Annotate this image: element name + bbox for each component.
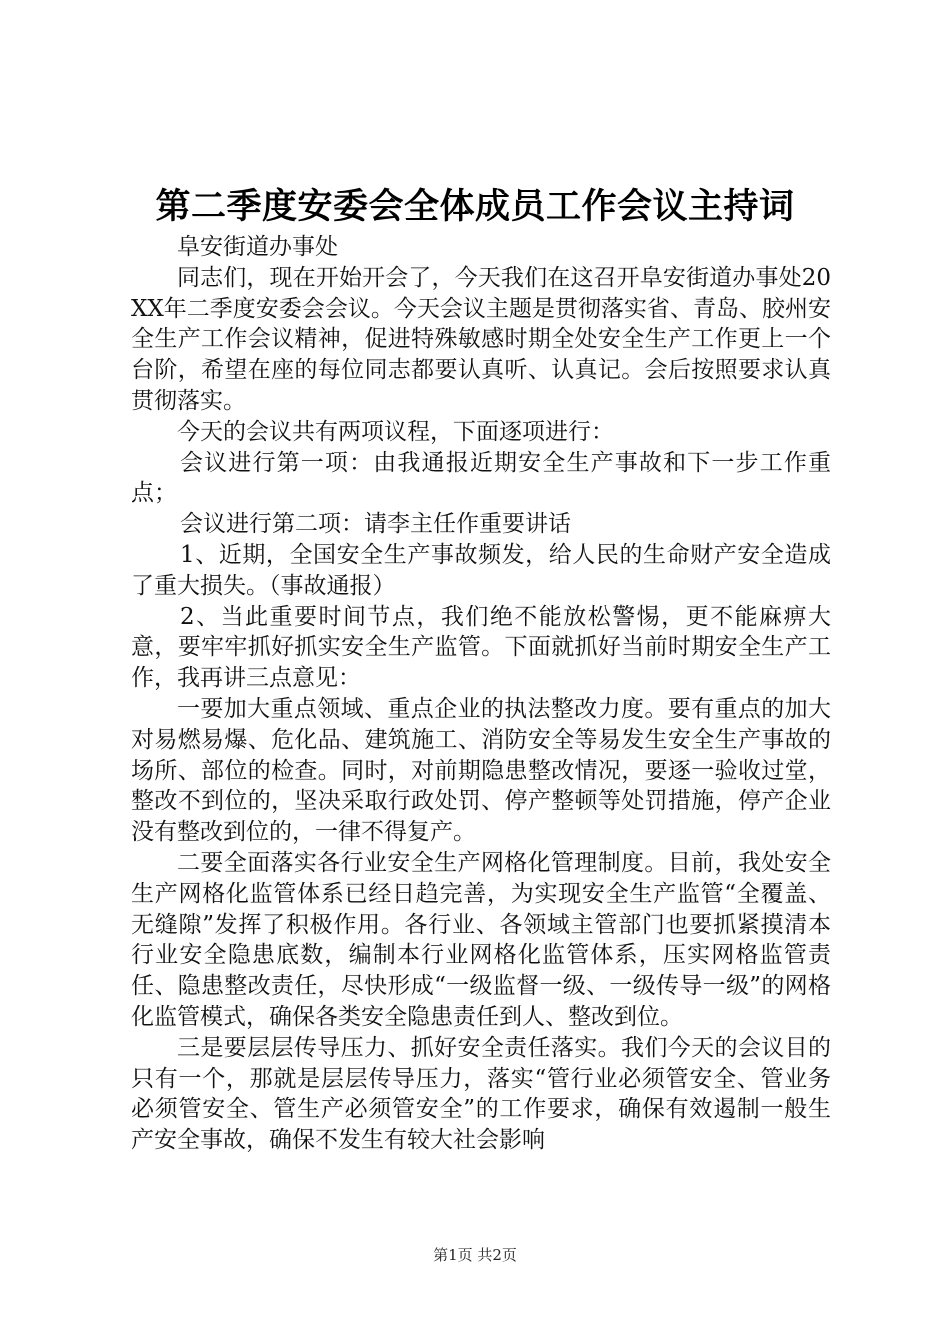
- paragraph-opinion-1: 一要加大重点领域、重点企业的执法整改力度。要有重点的加大对易燃易爆、危化品、建筑施工、消防安全等易发生安全生产事故的场所、部位的检查。同时，对前期隐患整改情况，要逐一验收过堂，整改不到位的，坚决采取行政处罚、停产整顿等处罚措施，停产企业没有整改到位的，一律不得复产。: [131, 695, 831, 846]
- paragraph-opinion-2: 二要全面落实各行业安全生产网格化管理制度。目前，我处安全生产网格化监管体系已经日趋完善，为实现安全生产监管“全覆盖、无缝隙”发挥了积极作用。各行业、各领域主管部门也要抓紧摸清本行业安全隐患底数，编制本行业网格化监管体系，压实网格监管责任、隐患整改责任，尽快形成“一级监督一级、一级传导一级”的网格化监管模式，确保各类安全隐患责任到人、整改到位。: [131, 849, 831, 1030]
- document-body: [131, 232, 831, 1156]
- paragraph-point-2: 2、当此重要时间节点，我们绝不能放松警惕，更不能麻痹大意，要牢牢抓好抓实安全生产监管。下面就抓好当前时期安全生产工作，我再讲三点意见：: [131, 603, 831, 692]
- document-title: 第二季度安委会全体成员工作会议主持词: [155, 186, 795, 227]
- paragraph-opening: 同志们，现在开始开会了，今天我们在这召开阜安街道办事处20XX年二季度安委会会议。今天会议主题是贯彻落实省、青岛、胶州安全生产工作会议精神，促进特殊敏感时期全处安全生产工作更上一个台阶，希望在座的每位同志都要认真听、认真记。会后按照要求认真贯彻落实。: [131, 264, 831, 414]
- paragraph-agenda-intro: 今天的会议共有两项议程，下面逐项进行：: [177, 418, 614, 445]
- paragraph-agenda-item-2: 会议进行第二项：请李主任作重要讲话: [180, 511, 571, 538]
- paragraph-agenda-item-1: 会议进行第一项：由我通报近期安全生产事故和下一步工作重点；: [131, 449, 831, 507]
- paragraph-point-1: 1、近期，全国安全生产事故频发，给人民的生命财产安全造成了重大损失。（事故通报）: [131, 541, 831, 599]
- paragraph-office-name: 阜安街道办事处: [177, 234, 338, 260]
- page-footer: 第1页 共2页: [433, 1246, 517, 1264]
- paragraph-opinion-3: 三是要层层传导压力、抓好安全责任落实。我们今天的会议目的只有一个，那就是层层传导压力，落实“管行业必须管安全、管业务必须管安全、管生产必须管安全”的工作要求，确保有效遏制一般生产安全事故，确保不发生有较大社会影响: [131, 1034, 831, 1154]
